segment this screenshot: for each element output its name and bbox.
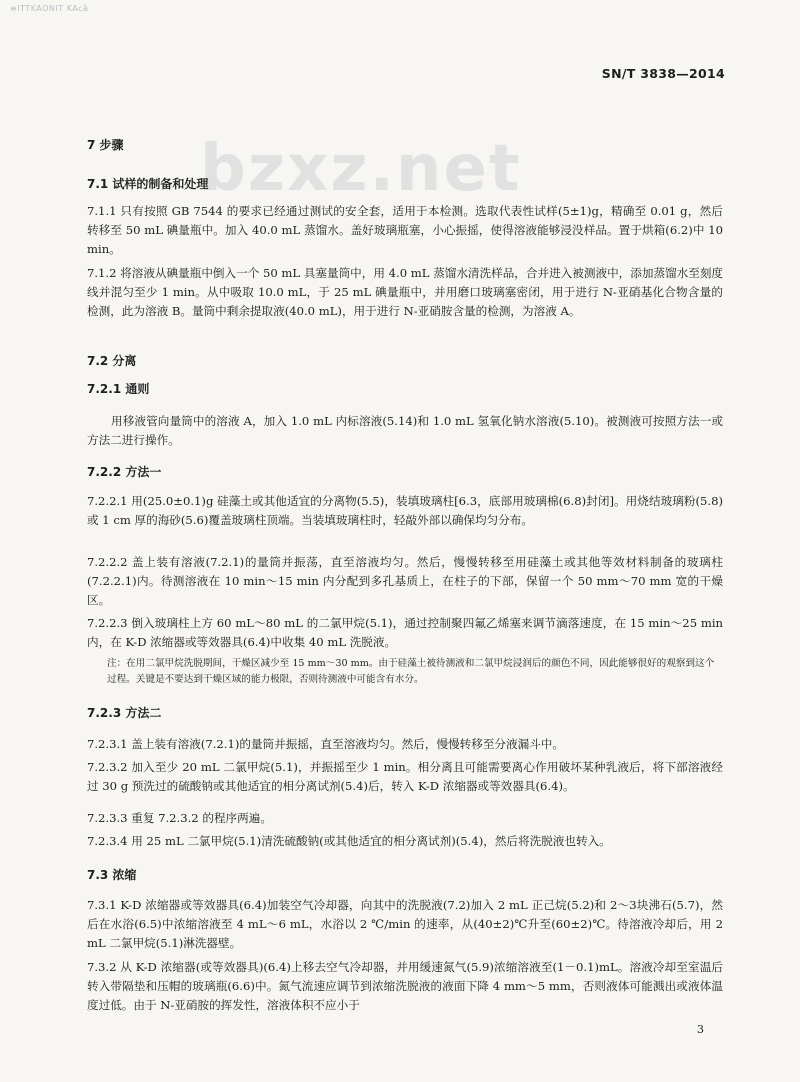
- paragraph-7-2-3-4: 7.2.3.4 用 25 mL 二氯甲烷(5.1)清洗硫酸钠(或其他适宜的相分离试剂)(5.4)，然后将洗脱液也转入。: [87, 834, 611, 848]
- note: 注：在用二氯甲烷洗脱期间，干燥区减少至 15 mm～30 mm。由于硅藻土被待测液和二氯甲烷浸润后的颜色不同，因此能够很好的观察到这个过程。关键是不要达到干燥区域的能力极限，否则待测液中可能含有水分。: [107, 658, 715, 685]
- section-heading-7-2-1: 7.2.1 通则: [87, 382, 150, 396]
- page-number: 3: [697, 1023, 704, 1036]
- paragraph-7-3-2: 7.3.2 从 K-D 浓缩器(或等效器具)(6.4)上移去空气冷却器，并用缓速氮气(5.9)浓缩溶液至(1－0.1)mL。溶液冷却至室温后转入带隔垫和压帽的玻璃瓶(6.6)中。氮气流速应调节到浓缩洗脱液的液面下降 4 mm～5 mm，否则液体可能溅出或液体温度过低。由于 N-亚硝胺的挥发性，溶液体积不应小于: [87, 960, 723, 1012]
- paragraph-7-2-3-2: 7.2.3.2 加入至少 20 mL 二氯甲烷(5.1)，并振摇至少 1 min。相分离且可能需要离心作用破坏某种乳液后，将下部溶液经过 30 g 预洗过的硫酸钠或其他适宜的相分离试剂(5.4)后，转入 K-D 浓缩器或等效器具(6.4)。: [87, 760, 723, 793]
- paragraph-7-2-2-3: 7.2.2.3 倒入玻璃柱上方 60 mL～80 mL 的二氯甲烷(5.1)，通过控制聚四氟乙烯塞来调节滴落速度，在 15 min～25 min 内，在 K-D 浓缩器或等效器具(6.4)中收集 40 mL 洗脱液。: [87, 616, 723, 649]
- paragraph-7-2-3-3: 7.2.3.3 重复 7.2.3.2 的程序两遍。: [87, 811, 272, 825]
- watermark: bzxz.net: [200, 132, 522, 206]
- section-heading-7-2-2: 7.2.2 方法一: [87, 465, 162, 479]
- section-heading-7-2: 7.2 分离: [87, 354, 137, 368]
- section-heading-7: 7 步骤: [87, 138, 124, 152]
- paragraph-7-3-1: 7.3.1 K-D 浓缩器或等效器具(6.4)加装空气冷却器，向其中的洗脱液(7.2)加入 2 mL 正己烷(5.2)和 2～3块沸石(5.7)，然后在水浴(6.5)中浓缩溶液至 4 mL～6 mL，水浴以 2 ℃/min 的速率，从(40±2)℃升至(60±2)℃。待溶液冷却后，用 2 mL 二氯甲烷(5.1)淋洗器壁。: [87, 898, 723, 950]
- section-heading-7-3: 7.3 浓缩: [87, 868, 137, 882]
- paragraph-7-1-1: 7.1.1 只有按照 GB 7544 的要求已经通过测试的安全套，适用于本检测。选取代表性试样(5±1)g，精确至 0.01 g，然后转移至 50 mL 碘量瓶中。加入 40.0 mL 蒸馏水。盖好玻璃瓶塞，小心振摇，使得溶液能够浸没样品。置于烘箱(6.2)中 10 min。: [87, 204, 723, 256]
- section-heading-7-1: 7.1 试样的制备和处理: [87, 177, 209, 191]
- section-heading-7-2-3: 7.2.3 方法二: [87, 706, 162, 720]
- paragraph-7-2-2-2: 7.2.2.2 盖上装有溶液(7.2.1)的量筒并振荡，直至溶液均匀。然后，慢慢转移至用硅藻土或其他等效材料制备的玻璃柱(7.2.2.1)内。待测溶液在 10 min～15 min 内分配到多孔基质上，在柱子的下部，保留一个 50 mm～70 mm 宽的干燥区。: [87, 555, 723, 607]
- paragraph-7-2-1: 用移液管向量筒中的溶液 A，加入 1.0 mL 内标溶液(5.14)和 1.0 mL 氢氧化钠水溶液(5.10)。被测液可按照方法一或方法二进行操作。: [87, 414, 723, 447]
- paragraph-7-2-2-1: 7.2.2.1 用(25.0±0.1)g 硅藻土或其他适宜的分离物(5.5)，装填玻璃柱[6.3，底部用玻璃棉(6.8)封闭]。用烧结玻璃粉(5.8)或 1 cm 厚的海砂(5.6)覆盖玻璃柱顶端。当装填玻璃柱时，轻敲外部以确保均匀分布。: [87, 494, 723, 527]
- paragraph-7-2-3-1: 7.2.3.1 盖上装有溶液(7.2.1)的量筒并振摇，直至溶液均匀。然后，慢慢转移至分液漏斗中。: [87, 737, 564, 751]
- paragraph-7-1-2: 7.1.2 将溶液从碘量瓶中倒入一个 50 mL 具塞量筒中，用 4.0 mL 蒸馏水清洗样品，合并进入被测液中，添加蒸馏水至刻度线并混匀至少 1 min。从中吸取 10.0 mL，于 25 mL 碘量瓶中，并用磨口玻璃塞密闭，用于进行 N-亚硝基化合物含量的检测，此为溶液 B。量筒中剩余提取液(40.0 mL)，用于进行 N-亚硝胺含量的检测，为溶液 A。: [87, 266, 724, 318]
- standard-number: SN/T 3838—2014: [601, 66, 725, 81]
- scan-corner-mark: ≡ITTKAONIT KAcâ: [10, 4, 89, 13]
